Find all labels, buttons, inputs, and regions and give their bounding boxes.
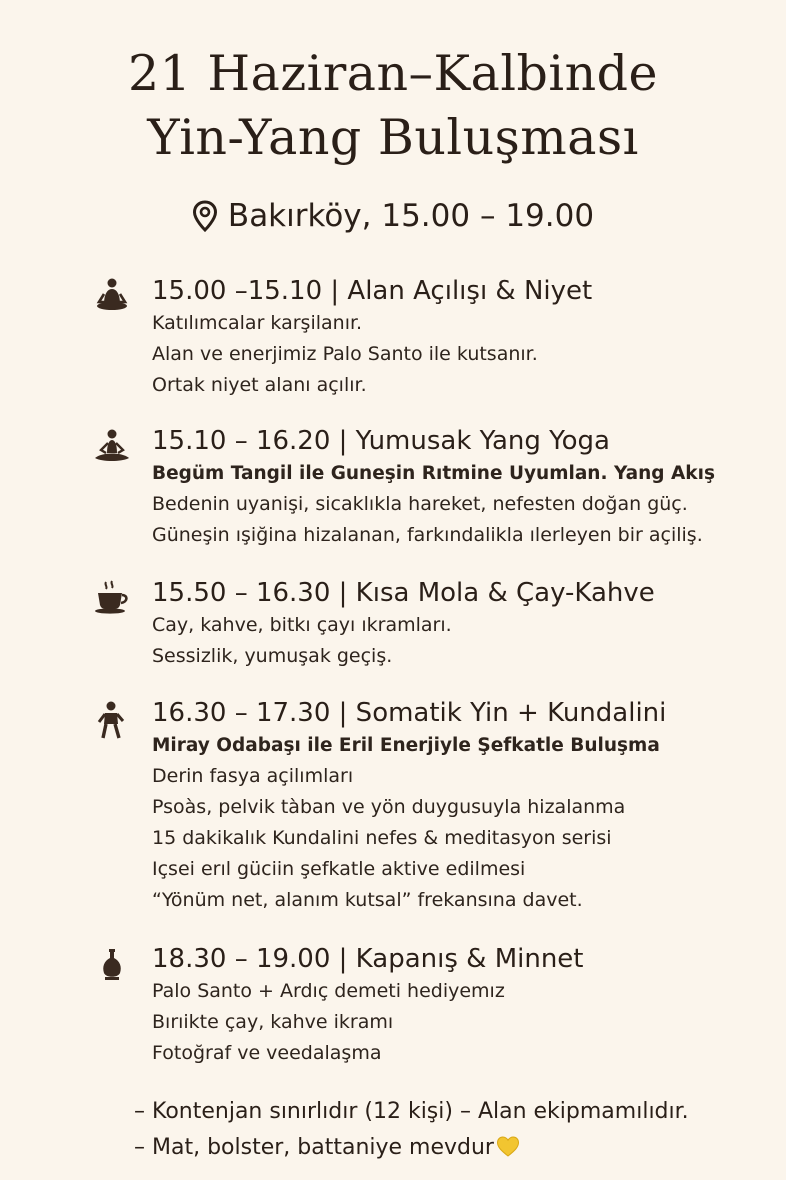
section-line: Içsei erıl güciin şefkatle aktive edilmesi [152,858,526,880]
tea-cup-icon [92,578,132,618]
section-heading: 18.30 – 19.00 | Kapanış & Minnet [152,944,584,974]
section-subtitle: Miray Odabaşı ile Eril Enerjiyle Şefkatle Buluşma [152,735,660,756]
map-pin-icon [192,200,218,232]
footer-notes [134,1094,689,1166]
footer-line-with-heart [134,1130,689,1166]
section-line: Katılımcalar karşilanır. [152,312,363,334]
section-line: Sessizlik, yumuşak geçiş. [152,645,393,667]
section-line: Güneşin ışiğina hizalanan, farkındalikla ılerleyen bir açiliş. [152,524,703,546]
event-location [0,198,786,234]
title-line-2: Yin-Yang Buluşması [147,109,639,166]
section-line: Cay, kahve, bitkı çayı ıkramları. [152,614,452,636]
section-line: 15 dakikalık Kundalini nefes & meditasyon serisi [152,827,612,849]
section-line: Bırıikte çay, kahve ikramı [152,1011,394,1033]
page-title [0,42,786,170]
section-heading: 16.30 – 17.30 | Somatik Yin + Kundalini [152,698,667,728]
title-line-1: 21 Haziran–Kalbinde [127,45,658,102]
location-text: Bakırköy, 15.00 – 19.00 [227,198,595,234]
footer-line: – Kontenjan sınırlıdır (12 kişi) – Alan ekipmamılıdır. [134,1099,689,1124]
section-subtitle: Begüm Tangil ile Guneşin Rıtmine Uyumlan. Yang Akış [152,463,715,484]
incense-vase-icon [92,946,132,986]
section-line: Ortak niyet alanı açılır. [152,374,367,396]
section-heading: 15.50 – 16.30 | Kısa Mola & Çay-Kahve [152,578,655,608]
section-heading: 15.10 – 16.20 | Yumusak Yang Yoga [152,426,610,456]
section-line: Palo Santo + Ardıç demeti hediyemız [152,980,505,1002]
section-line: Bedenin uyanişi, sicaklıkla hareket, nefesten doğan güç. [152,493,688,515]
standing-figure-icon [92,700,132,740]
yellow-heart-icon [496,1135,520,1157]
section-heading: 15.00 –15.10 | Alan Açılışı & Niyet [152,276,593,306]
lotus-pose-icon [92,426,132,466]
section-line: “Yönüm net, alanım kutsal” frekansına davet. [152,889,583,911]
footer-line: – Mat, bolster, battaniye mevdur [134,1135,494,1160]
section-line: Derin fasya açilımları [152,765,354,787]
meditation-icon [92,274,132,314]
section-line: Fotoğraf ve veedalaşma [152,1042,382,1064]
section-line: Alan ve enerjimiz Palo Santo ile kutsanır. [152,343,538,365]
section-line: Psoàs, pelvik tàban ve yön duygusuyla hizalanma [152,796,626,818]
